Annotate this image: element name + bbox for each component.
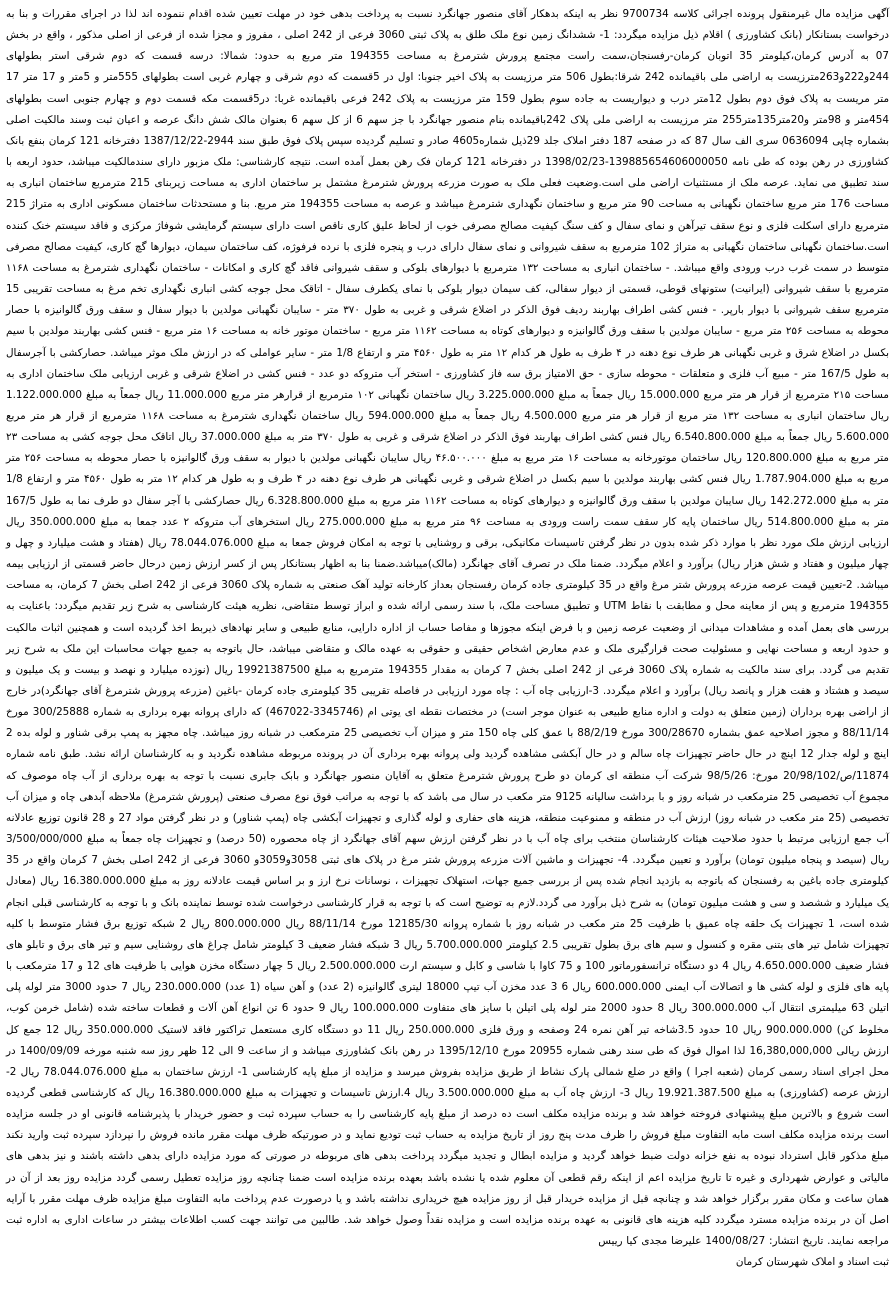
issuing-office-signature: ثبت اسناد و املاک شهرستان کرمان: [735, 1256, 889, 1269]
auction-notice-body: آگهی مزایده مال غیرمنقول پرونده اجرائی کلاسه 9700734 نظر به اینکه بدهکار آقای منصور جهانگرد نسبت به پرداخت بدهی خود در مهلت تعیین شده اقدام ننموده اند لذا در اجرای مقررات و بنا به درخواست بستانکار (بانک کشاورزی ) اقلام ذیل مزایده میگردد: 1- ششدانگ زمین نوع ملک طلق به پلاک ثبتی 3060 فرعی از 242 اصلی ، مفروز و مجزا شده از فرعی از اصلی مذکور ، واقع در بخش 07 به آدرس کرمان،کیلومتر 35 اتوبان کرمان-رفسنجان،سمت راست مجتمع پرورش شترمرغ به مساحت 194355 متر مربع به حدود: شمالا: درسه قسمت که دوم شرقی استر بطولهای 244و222و263مترزیست به اراضی ملی باقیمانده 242 شرقا:بطول 506 متر مرزیست به پلاک اخیر جنوبا: اول در 5قسمت که دوم شرقی و چهارم غربی است بطولهای 555متر و 5متر و 17 متر 17 متر مریست به پلاک فوق دوم بطول 12متر درب و دیواریست به جاده سوم بطول 159 متر مرزیست به پلاک 242 فرعی باقیمانده غربا: در5قسمت مکه قسمت دوم و چهارم جنوبی است بطولهای 454متر و 98متر و20متر135متر255 متر مرزیست به اراضی ملی پلاک 242باقیمانده بنام منصور جهانگرد با جز سهم 6 از کل سهم 6 بعنوان مالک شش دانگ عرصه و اعیان ثبت وسند مالکیت اصلی بشماره چاپی 0636094 سری الف سال 87 که در صفحه 187 دفتر املاک جلد 29ذیل شماره4605 صادر و تسلیم گردیده سپس پلاک فوق طبق سند 2944-1387/12/22 دفترخانه 121 کرمان بنفع بانک کشاورزی در رهن بوده که طی نامه 139885654606000050-1398/02/23 در دفترخانه 121 کرمان فک رهن بعمل آمده است. نتیجه کارشناسی: ملک مزبور دارای سندمالکیت میباشد، حدود اربعه با سند تطبیق می نماید. عرصه ملک از مستثنیات اراضی ملی است.وضعیت فعلی ملک به صورت مزرعه پرورش شترمرغ مشتمل بر ساختمان اداری به مساحت زیربنای 215 مترمربع ساختمان انباری به مساحت 176 متر مربع ساختمان نگهبانی به مساحت 90 متر مربع و ساختمان نگهداری شترمرغ میباشد و عرصه به مساحت 194355 متر مربع. بنا و مستحدثات ساختمان مسکونی اداری به متراژ 215 مترمربع دارای اسکلت فلزی و نوع سقف تیرآهن و نمای سفال و کف سنگ کیفیت مصالح مصرفی خوب از لحاظ علیق کاری ناقص است دارای سیستم گرمایشی شوفاژ مرکزی و فاقد سیستم خنک کننده است.ساختمان نگهبانی ساختمان نگهبانی به متراژ 102 مترمربع به سقف شیروانی و نمای سفال دارای درب و پنجره فلزی با نرده فرفوژه، کف ساختمان سیمان، دیوارها گچ کاری، کیفیت مصالح مصرفی متوسط در سمت غرب درب ورودی واقع میباشد. - ساختمان انباری به مساحت ۱۳۲ مترمربع با دیوارهای بلوکی و سقف شیروانی فاقد گچ کاری و امکانات - ساختمان نگهداری شترمرغ به مساحت ۱۱۶۸ مترمربع با سقف شیروانی (ایرانیت) ستونهای قوطی، قسمتی از دیوار سفالی، کف سیمان دیوار بلوکی با نمای یکطرف سفال - اتاقک محل جوجه کشی انباری نگهداری تخم مرغ به مساحت تقریبی 15 مترمربع سقف شیروانی با دیوار بارپر. - فنس کشی اطراف بهاربند ردیف فوق الذکر در اضلاع شرقی و غربی به طول ۳۷۰ متر - سایبان نگهبانی مولدین با دیوار سفال و سقف ورق گالوانیزه با حصار محوطه به مساحت ۲۵۶ متر مربع - سایبان مولدین با سقف ورق گالوانیزه و دیوارهای کوتاه به مساحت ۱۱۶۲ متر مربع - ساختمان موتور خانه به مساحت ۱۶ متر مربع - فنس کشی بهاربند مولدین با سیم بکسل در اضلاع شرق و غربی نگهبانی هر طرف نوع دهنه در ۴ طرف به طول هر کدام ۱۲ متر به طول ۴۵۶۰ متر و ارتفاع 1/8 متر - سایر عواملی که در ارزش ملک موثر میباشد. حصارکشی با آجرسفال به طول 167/5 متر - مبیع آب فلزی و متعلقات - محوطه سازی - حق الامتیاز برق سه فاز کشاورزی - استخر آب متروکه دو عدد - فنس کشی در اضلاع شرقی و غربی ارزیابی ملک ساختمان اداری به مساحت ۲۱۵ مترمربع از قرار هر متر مربع 15.000.000 ریال جمعاً به مبلغ 3.225.000.000 ریال ساختمان نگهبانی ۱۰۲ مترمربع از قرارهر متر مربع 11.000.000 ریال جمعاً به مبلغ 1.122.000.000 ریال ساختمان انباری به مساحت ۱۳۲ متر مربع از قرار هر متر مربع 4.500.000 ریال جمعاً به مبلغ 594.000.000 ریال ساختمان نگهداری شترمرغ به مساحت ۱۱۶۸ مترمربع از قرار هر متر مربع 5.600.000 ریال جمعاً به مبلغ 6.540.800.000 ریال فنس کشی اطراف بهاربند فوق الذکر در اضلاع شرقی و غربی به طول ۳۷۰ متر به مبلغ 37.000.000 ریال اتاقک محل جوجه کشی به مساحت ۲۳ متر مربع به مبلغ 120.800.000 ریال ساختمان موتورخانه به مساحت ۱۶ متر مربع به مبلغ ۴۶.۵۰۰.۰۰۰ ریال سایبان نگهبانی مولدین با دیوار به سقف ورق گالوانیزه با حصار محوطه به مساحت ۲۵۶ متر مربع به مبلغ 1.787.904.000 ریال فنس کشی بهاربند مولدین با سیم بکسل در اضلاع شرقی و غربی نگهبانی هر طرف نوع دهنه در ۴ طرف و به طول هر کدام ۱۲ متر به طول ۴۵۶۰ متر و ارتفاع 1/8 متر به مبلغ 142.272.000 ریال سایبان مولدین با سقف ورق گالوانیزه و دیوارهای کوتاه به مساحت ۱۱۶۲ متر مربع به مبلغ 6.328.800.000 ریال حصارکشی با آجر سفال دو طرف نما به طول 167/5 متر به مبلغ 514.800.000 ریال ساختمان پایه کار سقف سمت راست ورودی به مساحت ۹۶ متر مربع به مبلغ 275.000.000 ریال استخرهای آب متروکه ۲ عدد جمعا به مبلغ 350.000.000 ریال ارزیابی ارزش ملک مورد نظر با موارد ذکر شده بدون در نظر گرفتن تاسیسات مکانیکی، برقی و روشنایی با توجه به امکان فروش جمعا به مبلغ 78.044.076.000 ریال (هفتاد و هشت میلیارد و چهل و چهار میلیون و هفتاد و شش هزار ریال) برآورد و اعلام میگردد. ضمنا ملک در تصرف آقای جهانگرد (مالک)میباشد.ضمنا بنا به اظهار بستانکار پس از کسر ارزش زمین درحال حاضر قسمتی از ارزیابی بیمه میباشد. 2-تعیین قیمت عرصه مزرعه پرورش شتر مرغ واقع در 35 کیلومتری جاده کرمان رفسنجان بعداز کارخانه تولید آهک صنعتی به شماره پلاک 3060 فرعی از 242 اصلی بخش 7 کرمان، به مساحت 194355 مترمربع و پس از معاینه محل و مطابقت با نقاط UTM و تطبیق مساحت ملک، با سند رسمی ارائه شده و ابراز توسط متقاضی، نظریه هیئت کارشناسی به شرح زیر تقدیم میگردد: باعنایت به بررسی های بعمل آمده و مشاهدات میدانی از وضعیت عرصه زمین و با فرض اینکه مجوزها و مفاصا حساب از اداره دارایی، منابع طبیعی و سایر نهادهای ذیربط اخذ گردیده است و همچنین اثبات مالکیت و حدود اربعه و مساحت نهایی و مسئولیت صحت قرارگیری ملک و عدم معارض اشخاص حقیقی و حقوقی به عهده مالک و متقاضی میباشد، حال باتوجه به جمیع جهات محاسبات این ملک به شرح زیر تقدیم می گردد. برای سند مالکیت به شماره پلاک 3060 فرعی از 242 اصلی بخش 7 کرمان به مقدار 194355 مترمربع به مبلغ 19921387500 ریال (نوزده میلیارد و نهصد و بیست و یک میلیون و سیصد و هشتاد و هفت هزار و پانصد ریال) برآورد و اعلام میگردد. 3-ارزیابی چاه آب : چاه مورد ارزیابی در فاصله تقریبی 35 کیلومتری جاده کرمان -باغین (مزرعه پرورش شترمرغ آقای جهانگرد)در خارج از اراضی بهره برداران (زمین متعلق به دولت و اداره منابع طبیعی به عنوان موجر است) در مختصات نقطه ای یوتی ام (3345746-467022) که دارای پروانه بهره برداری به شماره 300/25888 مورخ 88/11/14 و مجوز اصلاحیه عمق بشماره 300/28670 مورخ 88/2/19 با عمق کلی چاه 150 متر و میزان آب تخصیصی 25 مترمکعب در شبانه روز میباشد. چاه مجهز به پمپ برقی شناور و لوله بده 2 اینچ و لوله جدار 12 اینچ در حال حاضر تجهیزات چاه سالم و در حال آبکشی مشاهده گردید ولی پروانه بهره برداری آن در پرونده مربوطه مشاهده نگردید و به کارشناسان ارائه نشد. طبق نامه شماره 11874/ص/20/98/102 مورخ: 98/5/26 شرکت آب منطقه ای کرمان دو طرح پرورش شترمرغ متعلق به آقایان منصور جهانگرد و بابک جابری نسبت با توجه به بهره برداری از آب چاه موصوف که مجموع آب تخصیصی 25 مترمکعب در شبانه روز و با برداشت سالیانه 9125 متر مکعب در سال می باشد که با توجه به مراتب فوق نوع مصرف صنعتی (پرورش شترمرغ) ملاحظه آبدهی چاه و میزان آب تخصیصی (25 متر مکعب در شبانه روز) ارزش آب در منطقه و ممنوعیت منطقه، هزینه های حفاری و لوله گذاری و تجهیزات آبکشی چاه (پمپ شناور) و در نظر گرفتن مواد 27 و 28 قانون توزیع عادلانه آب جمع ارزیابی مرتبط با حدود صلاحیت هیئات کارشناسان منتخب برای چاه آب با در نظر گرفتن ارزش سهم آقای جهانگرد از چاه محصوره (50 درصد) و تجهیزات چاه جمعاً به مبلغ 3/500/000/000 ریال (سیصد و پنجاه میلیون تومان) برآورد و تعیین میگردد. 4- تجهیزات و ماشین آلات مزرعه پرورش شتر مرغ در پلاک های ثبتی 3058و3059و 3060 فرعی از 242 اصلی بخش 7 کرمان واقع در 35 کیلومتری جاده باغین به رفسنجان که باتوجه به بازدید انجام شده پس از بررسی جمیع جهات، استهلاک تجهیزات ، نوسانات نرخ ارز و بر اساس قیمت عادلانه روز به مبلغ 16.380.000.000 ریال (معادل یک میلیارد و ششصد و سی و هشت میلیون تومان) به شرح ذیل برآورد می گردد.لازم به توضیح است که با توجه به قرار کارشناسی درخواست شده توسط نماینده بانک و با توجه به کارشناسی قبلی انجام شده است، 1 تجهیزات یک حلقه چاه عمیق با ظرفیت 25 متر مکعب در شبانه روز با شماره پروانه 12185/30 مورخ 88/11/14 ریال 800.000.000 ریال 2 شبکه توزیع برق فشار متوسط با کلیه تجهیزات شامل تیر های بتنی مقره و کنسول و سیم های برق بطول تقریبی 2.5 کیلومتر 5.700.000.000 ریال 3 شبکه فشار ضعیف 3 کیلومتر شامل چراغ های روشنایی سیم و تیر های برق و تابلو های فشار ضعیف 4.650.000.000 ریال 4 دو دستگاه ترانسفورماتور 100 و 75 کاوا با شاسی و کابل و سیستم ارت 2.500.000.000 ریال 5 چهار دستگاه مخزن هوایی با ظرفیت های 12 و 17 مترمکعب با پایه های فلزی و لوله کشی ها و اتصالات آب ایمنی 600.000.000 ریال 6 3 عدد مخزن آب تیپ 18000 لیتری گالوانیزه (2 عدد) و آهن سیاه (1 عدد) 230.000.000 ریال 7 حدود 3000 متر لوله پلی اتیلن 63 میلیمتری انتقال آب 300.000.000 ریال 8 حدود 2000 متر لوله پلی اتیلن با سایز های متفاوت 100.000.000 ریال 9 حدود 6 تن انواع آهن آلات و قطعات ساخته شده (شامل خرمن کوب، مخلوط کن) 900.000.000 ریال 10 حدود 3.5شاخه تیر آهن نمره 24 وصفحه و ورق فلزی 250.000.000 ریال 11 دو دستگاه کاری مستعمل تراکتور فاقد لاستیک 350.000.000 ریال 12 جمع کل ارزش ریالی 16,380,000,000 لذا اموال فوق که طی سند رهنی شماره 20955 مورخ 1395/12/10 در رهن بانک کشاورزی میباشد و از ساعت 9 الی 12 ظهر روز سه شنبه مورخه 1400/09/09 در محل اجرای اسناد رسمی کرمان (شعبه اجرا ) واقع در ضلع شمالی پارک نشاط از طریق مزایده بفروش میرسد و مزایده از مبلغ پایه کارشناسی 1- ارزش ساختمان به مبلغ 78.044.076.000 ریال 2- ارزش عرصه (کشاورزی) به مبلغ 19.921.387.500 ریال 3- ارزش چاه آب به مبلغ 3.500.000.000 ریال 4.ارزش تاسیسات و تجهیزات به مبلغ 16.380.000.000 ریال که کارشناسی قطعی گردیده است شروع و بالاترین مبلغ پیشنهادی فروخته خواهد شد و برنده مزایده مکلف است ده درصد از مبلغ پایه کارشناسی را به حساب سپرده ثبت و حضور خریدار با پذیرشنامه قانونی او در جلسه مزایده است برنده مزایده مکلف است مابه التفاوت مبلغ فروش را ظرف مدت پنج روز از تاریخ مزایده به حساب ثبت تودیع نماید و در صورتیکه ظرف مهلت مقرر مانده فروش را نپردازد سپرده ثبت وارید نکند مبلغ مذکور قابل استرداد نبوده به نفع خزانه دولت ضبط خواهد گردید و مزایده ابطال و تجدید میگردد پرداخت بدهی های مربوطه در صورتی که مورد مزایده دارای بدهی داشته باشند و نیز بدهی های مالیاتی و عوارض شهرداری و غیره تا تاریخ مزایده اعم از اینکه رقم قطعی آن معلوم شده یا نشده باشد بعهده برنده مزایده است ضمنا چنانچه روز مزایده تعطیل رسمی گردد مزایده روز بعد از آن در همان ساعت و مکان مقرر برگزار خواهد شد و چنانچه قبل از مزایده خریدار قبل از روز مزایده هیچ خریداری نداشته باشد و یا درصورت عدم پرداخت مابه التفاوت مبلغ مزایده ظرف مهلت مقرر با آرایه اصل آن در برنده مزایده مسترد میگردد کلیه هزینه های قانونی به عهده برنده مزایده است و مزایده نقداً وصول خواهد شد. طالبین می توانند جهت کسب اطلاعات بیشتر در ساعات اداری به اداره ثبت مراجعه نمایند. تاریخ انتشار: 1400/08/27 علیرضا مجدی کیا رییس: [6, 8, 890, 1248]
